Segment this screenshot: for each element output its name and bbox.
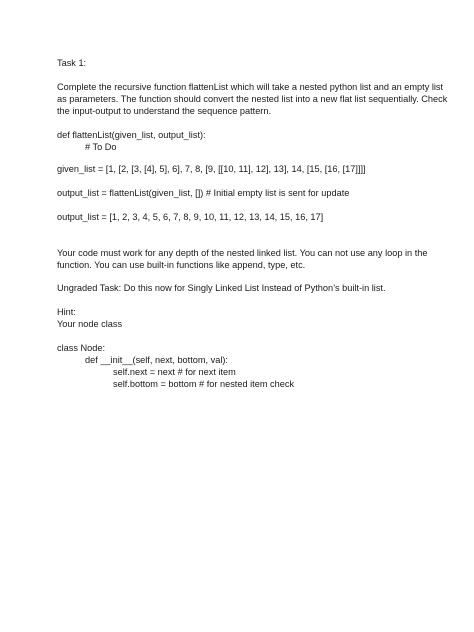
code-next-assignment: self.next = next # for next item — [113, 367, 236, 377]
hint-text: Your node class — [57, 319, 123, 329]
code-bottom-assignment: self.bottom = bottom # for nested item check — [113, 379, 295, 389]
code-output-result: output_list = [1, 2, 3, 4, 5, 6, 7, 8, 9, 10, 11, 12, 13, 14, 15, 16, 17] — [57, 212, 324, 222]
code-given-list: given_list = [1, [2, [3, [4], 5], 6], 7, 8, [9, [[10, 11], 12], 13], 14, [15, [16, [17]]]] — [57, 164, 366, 174]
ungraded-task: Ungraded Task: Do this now for Singly Linked List Instead of Python’s built-in list. — [57, 283, 386, 293]
code-output-call: output_list = flattenList(given_list, []) # Initial empty list is sent for update — [57, 188, 350, 198]
task-heading: Task 1: — [57, 58, 87, 68]
requirement-line-2: function. You can use built-in functions like append, type, etc. — [57, 260, 306, 270]
intro-line-2: as parameters. The function should convert the nested list into a new flat list sequentially. Check — [57, 94, 448, 104]
intro-line-1: Complete the recursive function flattenList which will take a nested python list and an empty list — [57, 82, 444, 92]
code-init-def: def __init__(self, next, bottom, val): — [85, 355, 228, 365]
hint-label: Hint: — [57, 307, 76, 317]
code-todo-comment: # To Do — [85, 142, 117, 152]
intro-line-3: the input-output to understand the sequence pattern. — [57, 106, 272, 116]
requirement-line-1: Your code must work for any depth of the nested linked list. You can not use any loop in the — [57, 248, 428, 258]
code-function-def: def flattenList(given_list, output_list): — [57, 130, 206, 140]
code-class-def: class Node: — [57, 343, 106, 353]
